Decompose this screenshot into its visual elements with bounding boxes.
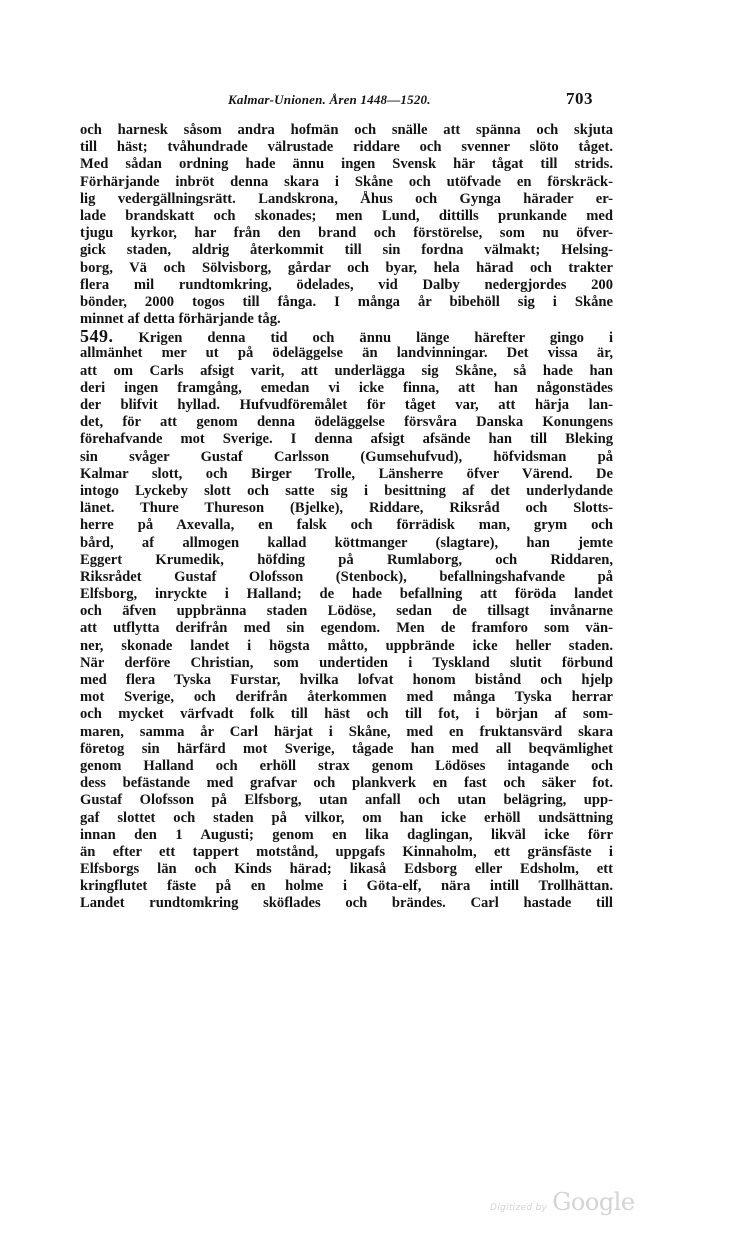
text-line: lig vedergällningsrätt. Landskrona, Åhus och Gynga härader er- <box>80 190 613 207</box>
text-line: flera mil rundtomkring, ödelades, vid Dalby nedergjordes 200 <box>80 276 613 293</box>
text-line: der blifvit hyllad. Hufvudföremålet för tåget var, att härja lan- <box>80 397 613 413</box>
watermark-logo: Google <box>552 1188 635 1216</box>
text-line: herre på Axevalla, en falsk och förrädisk man, grym och <box>80 517 613 534</box>
text-line: länet. Thure Thureson (Bjelke), Riddare, Riksråd och Slotts- <box>80 500 613 517</box>
text-line: till häst; tvåhundrade välrustade riddare och svenner slöto tåget. <box>80 139 613 156</box>
text-line: Eggert Krumedik, höfding på Rumlaborg, och Riddaren, <box>80 551 613 568</box>
text-line: bård, af allmogen kallad köttmanger (slagtare), han jemte <box>80 534 613 551</box>
text-line: Landet rundtomkring sköflades och brändes. Carl hastade till <box>80 895 613 912</box>
text-line: bönder, 2000 togos till fånga. I många år bibehöll sig i Skåne <box>80 293 613 310</box>
text-line: tjugu kyrkor, har från den brand och förstörelse, som nu öfver- <box>80 225 613 242</box>
section-number: 549. <box>80 328 114 346</box>
text-line: det, för att genom denna ödeläggelse försvåra Danska Konungens <box>80 414 613 431</box>
text-line: intogo Lyckeby slott och satte sig i besittning af det underlydande <box>80 482 613 499</box>
text-line: lade brandskatt och skonades; men Lund, dittills prunkande med <box>80 207 613 224</box>
digitized-watermark <box>490 1188 635 1216</box>
text-line: minnet af detta förhärjande tåg. <box>80 311 281 328</box>
text-line: Elfsborgs län och Kinds härad; likaså Edsborg eller Edsholm, ett <box>80 861 613 878</box>
text-line: maren, samma år Carl härjat i Skåne, med en fruktansvärd skara <box>80 723 613 740</box>
text-line: Gustaf Olofsson på Elfsborg, utan anfall och utan belägring, upp- <box>80 792 613 809</box>
text-line: borg, Vä och Sölvisborg, gårdar och byar, hela härad och trakter <box>80 259 613 276</box>
text-line: allmänhet mer ut på ödeläggelse än landvinningar. Det vissa är, <box>80 345 613 362</box>
text-line: Elfsborg, inryckte i Halland; de hade befallning att föröda landet <box>80 586 613 603</box>
text-line: ner, skonade landet i högsta måtto, uppbrände icke heller staden. <box>80 637 613 654</box>
text-line: med flera Tyska Furstar, hvilka lofvat honom bistånd och hjelp <box>80 672 613 688</box>
section-line-text: Krigen denna tid och ännu länge härefter gingo i <box>138 330 613 346</box>
text-line: Kalmar slott, och Birger Trolle, Länsherre öfver Värend. De <box>80 465 613 482</box>
text-line: Med sådan ordning hade ännu ingen Svensk här tågat till strids. <box>80 156 613 173</box>
watermark-small-text: Digitized by <box>490 1203 548 1213</box>
text-line: att om Carls afsigt varit, att underlägga sig Skåne, så hade han <box>80 362 613 379</box>
text-line: och äfven uppbränna staden Lödöse, sedan de tillsagt invånarne <box>80 603 613 620</box>
text-line: innan den 1 Augusti; genom en lika daglingan, likväl icke förr <box>80 826 613 843</box>
text-line: än efter ett tappert motstånd, uppgafs Kinnaholm, ett gränsfäste i <box>80 843 613 860</box>
section-first-line <box>80 328 613 345</box>
body-text <box>80 122 613 913</box>
text-line: dess befästande med grafvar och plankverk en fast och säker fot. <box>80 775 613 792</box>
text-line: kringflutet fäste på en holme i Göta-elf, nära intill Trollhättan. <box>80 878 613 895</box>
text-line: gaf slottet och staden på vilkor, om han icke erhöll undsättning <box>80 809 613 826</box>
text-line: När derföre Christian, som undertiden i Tyskland slutit förbund <box>80 654 613 671</box>
text-line: förehafvande mot Sverige. I denna afsigt afsände han till Bleking <box>80 431 613 448</box>
text-line: att utflytta derifrån med sin egendom. Men de framforo som vän- <box>80 620 613 637</box>
text-line: Riksrådet Gustaf Olofsson (Stenbock), befallningshafvande på <box>80 568 613 585</box>
text-line: sin svåger Gustaf Carlsson (Gumsehufvud), höfvidsman på <box>80 448 613 465</box>
text-line: deri ingen framgång, emedan vi icke finna, att han någonstädes <box>80 379 613 396</box>
running-header-title: Kalmar-Unionen. Åren 1448—1520. <box>228 92 431 107</box>
text-line: mot Sverige, och derifrån återkommen med många Tyska herrar <box>80 689 613 706</box>
text-line: Förhärjande inbröt denna skara i Skåne och utöfvade en förskräck- <box>80 173 613 190</box>
text-line: och harnesk såsom andra hofmän och snälle att spänna och skjuta <box>80 122 613 138</box>
text-line: gick staden, aldrig återkommit till sin fordna välmakt; Helsing- <box>80 242 613 259</box>
page-number: 703 <box>566 89 593 108</box>
text-line: företog sin härfärd mot Sverige, tågade han med all beqvämlighet <box>80 740 613 757</box>
text-line: genom Halland och erhöll strax genom Lödöses intagande och <box>80 757 613 774</box>
text-line: och mycket värfvadt folk till häst och till fot, i början af som- <box>80 706 613 723</box>
